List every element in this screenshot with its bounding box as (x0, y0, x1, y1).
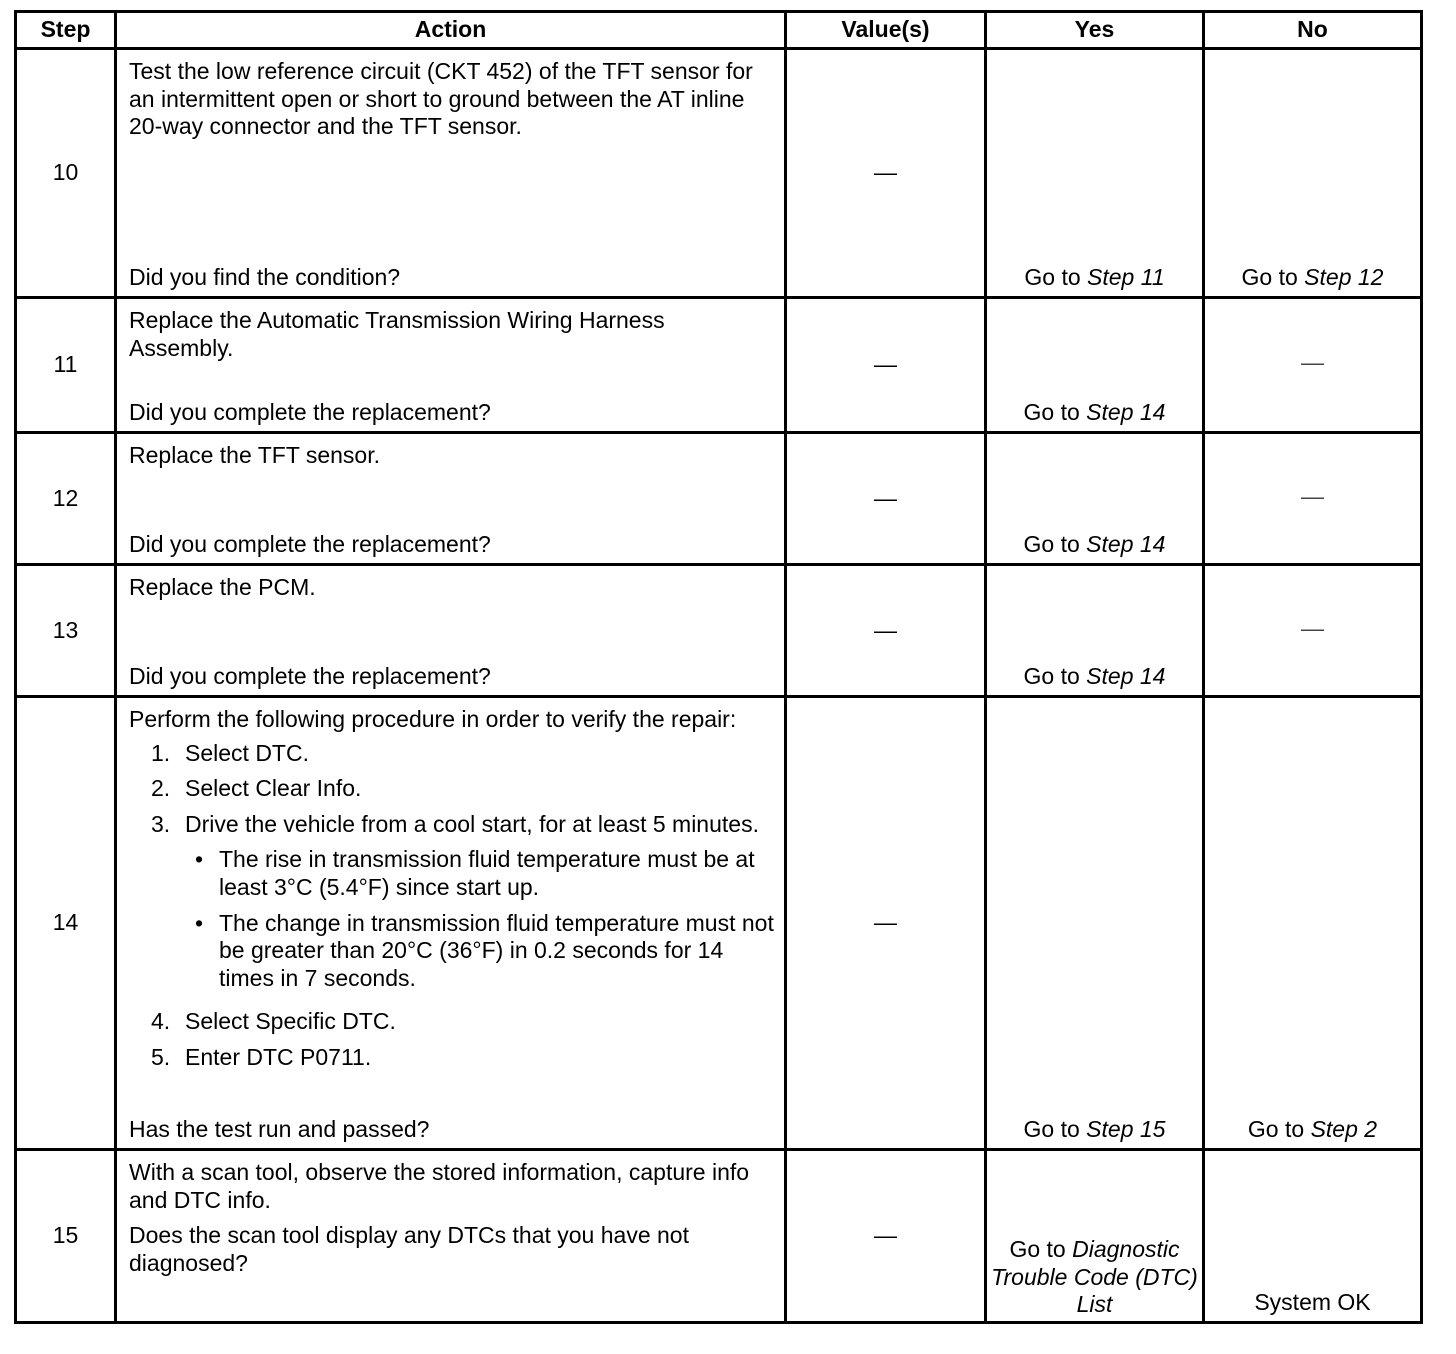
header-action: Action (116, 12, 786, 49)
step-number: 15 (16, 1150, 116, 1323)
no-cell: — (1204, 433, 1422, 565)
list-item: 1. Select DTC. (151, 739, 309, 766)
action-question: Did you complete the replacement? (129, 663, 491, 690)
action-cell (116, 298, 786, 433)
action-cell (116, 697, 786, 1150)
action-question: Does the scan tool display any DTCs that you have not diagnosed? (129, 1222, 689, 1276)
table-row (16, 697, 1422, 1150)
step-number: 10 (16, 49, 116, 298)
yes-cell[interactable] (986, 298, 1204, 433)
list-item: 4. Select Specific DTC. (151, 1008, 396, 1035)
yes-prefix: Go to (1009, 1236, 1073, 1263)
yes-link[interactable]: Step 14 (1086, 663, 1166, 690)
header-values: Value(s) (786, 12, 986, 49)
yes-link[interactable]: Step 15 (1086, 1116, 1166, 1143)
no-prefix: Go to (1247, 1116, 1311, 1143)
procedure-list (129, 740, 774, 1072)
action-text: Replace the PCM. (129, 574, 316, 600)
yes-cell[interactable] (986, 49, 1204, 298)
yes-cell[interactable] (986, 697, 1204, 1150)
yes-prefix: Go to (1023, 663, 1087, 690)
no-cell[interactable] (1204, 49, 1422, 298)
yes-prefix: Go to (1023, 531, 1087, 558)
table-row (16, 433, 1422, 565)
action-cell (116, 565, 786, 697)
yes-link[interactable]: Step 11 (1087, 264, 1165, 291)
no-prefix: Go to (1241, 264, 1305, 291)
value-cell: — (786, 697, 986, 1150)
yes-cell[interactable] (986, 433, 1204, 565)
action-text: Perform the following procedure in order to verify the repair: (129, 706, 737, 732)
list-item: 5. Enter DTC P0711. (151, 1043, 372, 1070)
yes-prefix: Go to (1023, 399, 1087, 426)
bullet-item: • The change in transmission fluid temperature must not be greater than 20°C (36°F) in 0.2 seconds for 14 times in 7 seconds. (195, 909, 774, 991)
bullet-item: • The rise in transmission fluid temperature must be at least 3°C (5.4°F) since start up. (195, 846, 755, 900)
value-cell: — (786, 433, 986, 565)
table-row (16, 298, 1422, 433)
action-cell (116, 1150, 786, 1323)
bullet-list (185, 846, 774, 992)
yes-link[interactable]: Diagnostic Trouble Code (DTC) List (991, 1236, 1198, 1318)
action-question: Did you complete the replacement? (129, 399, 491, 426)
yes-link[interactable]: Step 14 (1086, 399, 1166, 426)
table-row (16, 49, 1422, 298)
no-link[interactable]: Step 2 (1310, 1116, 1378, 1143)
step-number: 11 (16, 298, 116, 433)
action-cell (116, 433, 786, 565)
yes-cell[interactable] (986, 1150, 1204, 1323)
header-yes: Yes (986, 12, 1204, 49)
action-text: With a scan tool, observe the stored information, capture info and DTC info. (129, 1159, 750, 1213)
list-item: 2. Select Clear Info. (151, 775, 362, 802)
no-link[interactable]: Step 12 (1304, 264, 1384, 291)
yes-prefix: Go to (1023, 1116, 1087, 1143)
action-cell (116, 49, 786, 298)
no-cell: — (1204, 565, 1422, 697)
no-cell: System OK (1204, 1150, 1422, 1323)
action-text: Test the low reference circuit (CKT 452) of the TFT sensor for an intermittent open or short to ground between the AT inline 20-way connector and the TFT sensor. (129, 58, 753, 140)
header-row (16, 12, 1422, 49)
yes-prefix: Go to (1024, 264, 1088, 291)
value-cell: — (786, 49, 986, 298)
table-row (16, 565, 1422, 697)
step-number: 14 (16, 697, 116, 1150)
table-row (16, 1150, 1422, 1323)
header-step: Step (16, 12, 116, 49)
action-text: Replace the Automatic Transmission Wiring Harness Assembly. (129, 307, 665, 361)
value-cell: — (786, 565, 986, 697)
no-cell[interactable] (1204, 697, 1422, 1150)
no-cell: — (1204, 298, 1422, 433)
list-item: 3. Drive the vehicle from a cool start, for at least 5 minutes. • The rise in transmission fluid temperature must be at least 3°C (5.4°F) since start up. • The change in transmission fluid temperature must not be greater than 20°C (36°F) in 0.2 seconds for 14 times in 7 seconds. (151, 810, 774, 991)
header-no: No (1204, 12, 1422, 49)
value-cell: — (786, 298, 986, 433)
action-question: Has the test run and passed? (129, 1116, 430, 1143)
action-question: Did you find the condition? (129, 264, 401, 291)
yes-link[interactable]: Step 14 (1086, 531, 1166, 558)
step-number: 13 (16, 565, 116, 697)
diagnostic-table (14, 10, 1423, 1324)
value-cell: — (786, 1150, 986, 1323)
yes-cell[interactable] (986, 565, 1204, 697)
step-number: 12 (16, 433, 116, 565)
action-text: Replace the TFT sensor. (129, 442, 381, 468)
action-question: Did you complete the replacement? (129, 531, 491, 558)
